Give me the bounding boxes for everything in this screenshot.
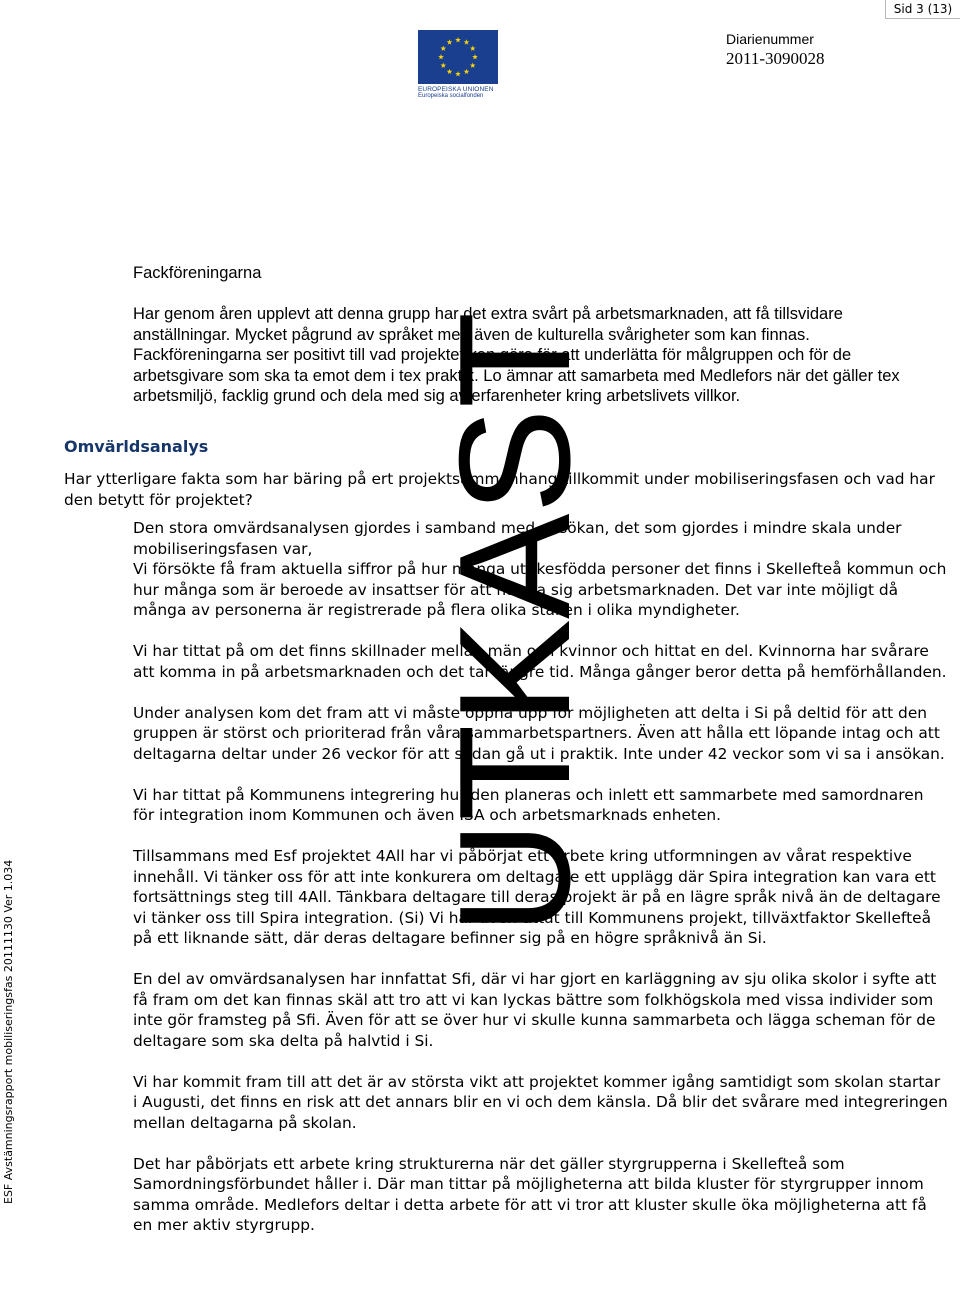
- eu-logo-line2: Europeiska socialfonden: [418, 93, 484, 99]
- diarie-label: Diarienummer: [726, 31, 814, 47]
- footer-side-text: ESF Avstämningsrapport mobiliseringsfas 20111130 Ver 1.034: [2, 859, 15, 1204]
- unions-text: Har genom åren upplevt att denna grupp har det extra svårt på arbetsmarknaden, att få tillsvidare anställningar. Mycket pågrund av språket med även de kulturella svårigheter som kan finnas. Fackföreningarna ser positivt till vad projektet kan göra för att underlätta för målgruppen och för de arbetsgivare som ska ta emot dem i tex praktik. Lo ämnar att samarbeta med Medlefors när det gäller tex arbetsmiljö, facklig grund och dela med sig av erfarenheter kring arbetslivets villkor.: [133, 305, 900, 405]
- analysis-line: Vi försökte få fram aktuella siffror på hur många utrikesfödda personer det finns i Skellefteå kommun och hur många som är beroede av insattser för att närma sig arbetsmarknaden. Det var inte möjligt då många av personerna är registrerade på flera olika ställen i olika myndigheter.: [133, 560, 947, 619]
- analysis-heading: Omvärldsanalys: [64, 437, 209, 456]
- analysis-paragraph: En del av omvärdsanalysen har innfattat Sfi, där vi har gjort en karläggning av sju olika skolor i syfte att få fram om det kan finnas skäl att tro att vi kan lyckas bättre som folkhögskola med vissa individer som inte gör framsteg på Sfi. Även för att se över hur vi skulle kunna sammarbeta och lägga scheman för de deltagare som ska delta på halvtid i Si.: [133, 970, 937, 1050]
- draft-watermark: UTKAST: [427, 311, 603, 935]
- analysis-body: [133, 518, 948, 1236]
- analysis-paragraph: Vi har tittat på Kommunens integrering hur den planeras och inlett ett sammarbete med samordnaren för integration inom Kommunen och även ISA och arbetsmarknads enheten.: [133, 785, 924, 824]
- analysis-paragraph: Under analysen kom det fram att vi måste öppna upp för möjligheten att delta i Si på deltid för att den gruppen är störst och prioriterad från våra sammarbetspartners. Även att hålla ett löpande intag och att deltagarna deltar under 26 veckor för att sedan gå ut i praktik. Inte under 42 veckor som vi sa i ansökan.: [133, 703, 945, 763]
- analysis-line: Den stora omvärdsanalysen gjordes i samband med ansökan, det som gjordes i mindre skala under mobiliseringsfasen var,: [133, 519, 902, 558]
- diarie-value: 2011-3090028: [726, 49, 825, 68]
- analysis-paragraph: [133, 518, 948, 621]
- page-number: Sid 3 (13): [885, 0, 960, 19]
- analysis-paragraph: Vi har kommit fram till att det är av största vikt att projektet kommer igång samtidigt som skolan startar i Augusti, det finns en risk att det annars blir en vi och dem känsla. Då blir det svårare med integreringen mellan deltagarna på skolan.: [133, 1072, 948, 1132]
- unions-paragraph: [133, 304, 923, 407]
- diarie-block: [726, 30, 825, 70]
- eu-logo-line1: EUROPEISKA UNIONEN: [418, 86, 494, 93]
- analysis-question: [64, 469, 944, 510]
- unions-title: Fackföreningarna: [133, 264, 262, 282]
- eu-flag-icon: [418, 30, 498, 84]
- analysis-paragraph: Det har påbörjats ett arbete kring strukturerna när det gäller styrgrupperna i Skellefteå som Samordningsförbundet håller i. Där man tittar på möjligheterna att bilda kluster för styrgrupper innom samma område. Medlefors deltar i detta arbete för att vi tror att kluster skulle öka möjligheterna att få en mer aktiv styrgrupp.: [133, 1154, 927, 1234]
- eu-logo: [418, 30, 498, 99]
- analysis-question-text: Har ytterligare fakta som har bäring på ert projektsammanhang tillkommit under mobiliseringsfasen och vad har den betytt för projektet?: [64, 470, 935, 509]
- analysis-paragraph: Tillsammans med Esf projektet 4All har vi påbörjat ett arbete kring utformningen av vårat respektive innehåll. Vi tänker oss för att inte konkurera om deltagare ett upplägg där Spira integration kan vara ett fortsättnings steg till 4All. Tänkbara deltagare till deras projekt är på en lägre språk nivå än de deltagare vi tänker oss till Spira integration. (Si) Vi har även tittat till Kommunens projekt, tillväxtfaktor Skellefteå på ett liknande sätt, där deras deltagare befinner sig på en högre språknivå än Si.: [133, 847, 941, 947]
- analysis-paragraph: Vi har tittat på om det finns skillnader mellan män och kvinnor och hittat en del. Kvinnorna har svårare att komma in på arbetsmarknaden och det tar längre tid. Många gånger beror detta på hemförhållanden.: [133, 642, 947, 681]
